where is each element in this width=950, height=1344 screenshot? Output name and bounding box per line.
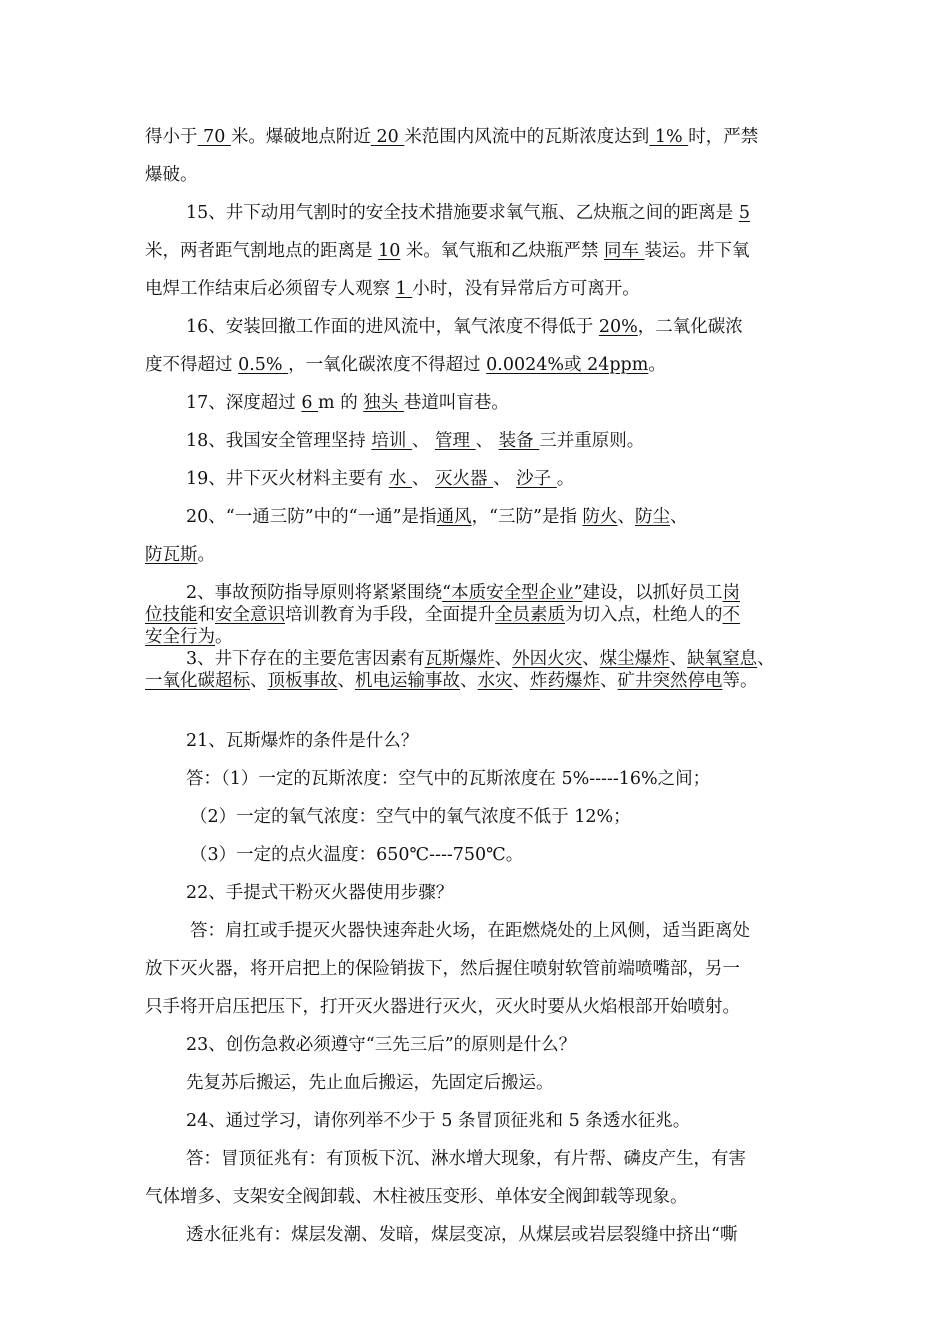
text-segment: 、 [494,649,513,669]
text-line [145,126,950,148]
text-line [186,1034,950,1056]
underlined-answer: 20 [370,127,405,147]
text-line [186,1148,950,1170]
underlined-answer: 瓦斯爆炸 [424,649,495,669]
text-segment: 2、事故预防指导原则将紧紧围绕 [186,583,443,603]
text-line [186,882,950,904]
text-segment: 21、瓦斯爆炸的条件是什么？ [186,731,419,751]
text-segment: 、 [475,431,499,451]
text-segment: 得小于 [145,127,198,147]
text-segment: m 的 [318,393,364,413]
text-segment: 、 [493,469,517,489]
text-segment: （3）一定的点火温度：650℃----750℃。 [190,845,524,865]
underlined-answer: 外因火灾 [512,649,583,669]
text-segment: 先复苏后搬运，先止血后搬运，先固定后搬运。 [186,1073,554,1093]
text-segment: 20、“一通三防”中的“一通”是指 [186,507,437,527]
underlined-answer: 煤尘爆炸 [599,649,670,669]
text-segment: 。 [556,469,575,489]
text-line [186,582,950,604]
text-segment: 爆破。 [145,165,198,185]
underlined-answer: 防瓦斯 [145,545,198,565]
underlined-answer: 10 [378,241,401,261]
text-segment: 培训教育为手段，全面提升 [285,605,495,625]
underlined-answer: 20% [598,317,638,337]
underlined-answer: 70 [197,127,231,147]
text-line [186,392,950,414]
text-segment: 等。 [722,671,758,691]
text-segment: 、 [617,507,636,527]
underlined-answer: 炸药爆炸 [530,671,600,691]
underlined-answer: 管理 [435,431,476,451]
underlined-answer: 位技能 [145,605,198,625]
text-segment: 、 [411,469,435,489]
text-segment: 16、安装回撤工作面的进风流中，氧气浓度不得低于 [186,317,599,337]
text-segment: 建设，以抓好员工 [582,583,723,603]
text-segment: 19、井下灭火材料主要有 [186,469,389,489]
text-line [145,996,950,1018]
text-segment: 24、通过学习，请你列举不少于 5 条冒顶征兆和 5 条透水征兆。 [186,1111,691,1131]
text-line [186,768,950,790]
text-segment: 答：冒顶征兆有：有顶板下沉、淋水增大现象，有片帮、磷皮产生，有害 [186,1149,746,1169]
underlined-answer: 培训 [371,431,412,451]
text-line [145,1186,950,1208]
text-segment: 、 [757,649,775,669]
text-segment: 三并重原则。 [539,431,645,451]
text-segment: 23、创伤急救必须遵守“三先三后”的原则是什么？ [186,1035,577,1055]
text-line [186,506,950,528]
text-segment: 度不得超过 [145,355,239,375]
text-line [186,730,950,752]
text-segment: 。 [197,545,215,565]
text-line [186,316,950,338]
text-segment: 透水征兆有：煤层发潮、发暗，煤层变凉，从煤层或岩层裂缝中挤出“嘶 [186,1225,738,1245]
underlined-answer: 6 [301,393,319,413]
text-line [186,1110,950,1132]
text-segment: 3、井下存在的主要危害因素有 [186,649,425,669]
underlined-answer: 同车 [603,241,645,261]
text-segment: ，二氧化碳浓 [637,317,743,337]
text-segment: 、 [512,671,530,691]
text-segment: 为切入点，杜绝人的 [565,605,723,625]
text-segment: 、 [337,671,355,691]
text-segment: 答：肩扛或手提灭火器快速奔赴火场，在距燃烧处的上风侧，适当距离处 [190,921,750,941]
underlined-answer: 防火 [582,507,618,527]
text-segment: 放下灭火器，将开启把上的保险销拔下，然后握住喷射软管前端喷嘴部，另一 [145,959,740,979]
text-segment: 米。氧气瓶和乙炔瓶严禁 [400,241,604,261]
text-line [186,430,950,452]
underlined-answer: 通风 [436,507,472,527]
text-segment: 17、深度超过 [186,393,302,413]
text-segment: 。 [215,627,233,647]
underlined-answer: 灭火器 [435,469,494,489]
underlined-answer: 一氧化碳超标 [145,671,250,691]
text-line [186,1072,950,1094]
text-segment: 巷道叫盲巷。 [403,393,509,413]
text-line [145,670,950,692]
text-segment: 、 [250,671,268,691]
text-segment: 只手将开启压把压下，打开灭火器进行灭火，灭火时要从火焰根部开始喷射。 [145,997,740,1017]
text-line [145,354,950,376]
underlined-answer: 沙子 [516,469,557,489]
underlined-answer: 装备 [498,431,540,451]
text-segment: 、 [670,507,688,527]
underlined-answer: 全员素质 [495,605,565,625]
underlined-answer: 0.5% [238,355,289,375]
underlined-answer: 0.0024%或 24ppm [486,355,649,375]
text-segment: 答：（1）一定的瓦斯浓度：空气中的瓦斯浓度在 5%-----16%之间； [186,769,711,789]
underlined-answer: 安全行为 [145,627,215,647]
text-line [186,468,950,490]
text-line [145,240,950,262]
underlined-answer: 水灾 [477,671,513,691]
text-segment: 米范围内风流中的瓦斯浓度达到 [404,127,650,147]
underlined-answer: 顶板事故 [267,671,338,691]
underlined-answer: 5 [738,203,750,223]
text-segment: 。 [648,355,666,375]
underlined-answer: 1 [395,279,413,299]
text-segment: 、 [411,431,435,451]
text-segment: 、 [582,649,600,669]
underlined-answer: 防尘 [635,507,671,527]
text-line [145,958,950,980]
text-line [190,806,950,828]
text-segment: 米，两者距气割地点的距离是 [145,241,379,261]
underlined-answer: “本质安全型企业” [442,583,583,603]
text-line [186,1224,950,1246]
underlined-answer: 岗 [722,583,741,603]
text-segment: （2）一定的氧气浓度：空气中的氧气浓度不低于 12%； [190,807,631,827]
underlined-answer: 水 [388,469,412,489]
text-line [145,278,950,300]
text-line [190,920,950,942]
text-segment: 电焊工作结束后必须留专人观察 [145,279,396,299]
text-segment: ，一氧化碳浓度不得超过 [288,355,487,375]
text-segment: 气体增多、支架安全阀卸载、木柱被压变形、单体安全阀卸载等现象。 [145,1187,688,1207]
text-line [186,648,950,670]
text-segment: 时，严禁 [688,127,759,147]
underlined-answer: 机电运输事故 [355,671,460,691]
text-line [145,626,950,648]
text-line [190,844,950,866]
underlined-answer: 独头 [363,393,404,413]
text-line [145,604,950,626]
underlined-answer: 安全意识 [215,605,285,625]
text-line [145,164,950,186]
text-segment: ，“三防”是指 [471,507,583,527]
text-line [186,202,950,224]
underlined-answer: 不 [722,605,740,625]
underlined-answer: 缺氧窒息 [687,649,758,669]
underlined-answer: 矿井突然停电 [617,671,723,691]
text-segment: 小时，没有异常后方可离开。 [412,279,640,299]
text-segment: 15、井下动用气割时的安全技术措施要求氧气瓶、乙炔瓶之间的距离是 [186,203,739,223]
text-segment: 、 [669,649,688,669]
text-segment: 18、我国安全管理坚持 [186,431,372,451]
text-segment: 装运。井下氧 [644,241,750,261]
text-segment: 、 [460,671,478,691]
text-segment: 、 [600,671,618,691]
text-segment: 22、手提式干粉灭火器使用步骤？ [186,883,454,903]
text-segment: 米。爆破地点附近 [230,127,371,147]
text-line [145,544,950,566]
underlined-answer: 1% [649,127,689,147]
text-segment: 和 [197,605,215,625]
